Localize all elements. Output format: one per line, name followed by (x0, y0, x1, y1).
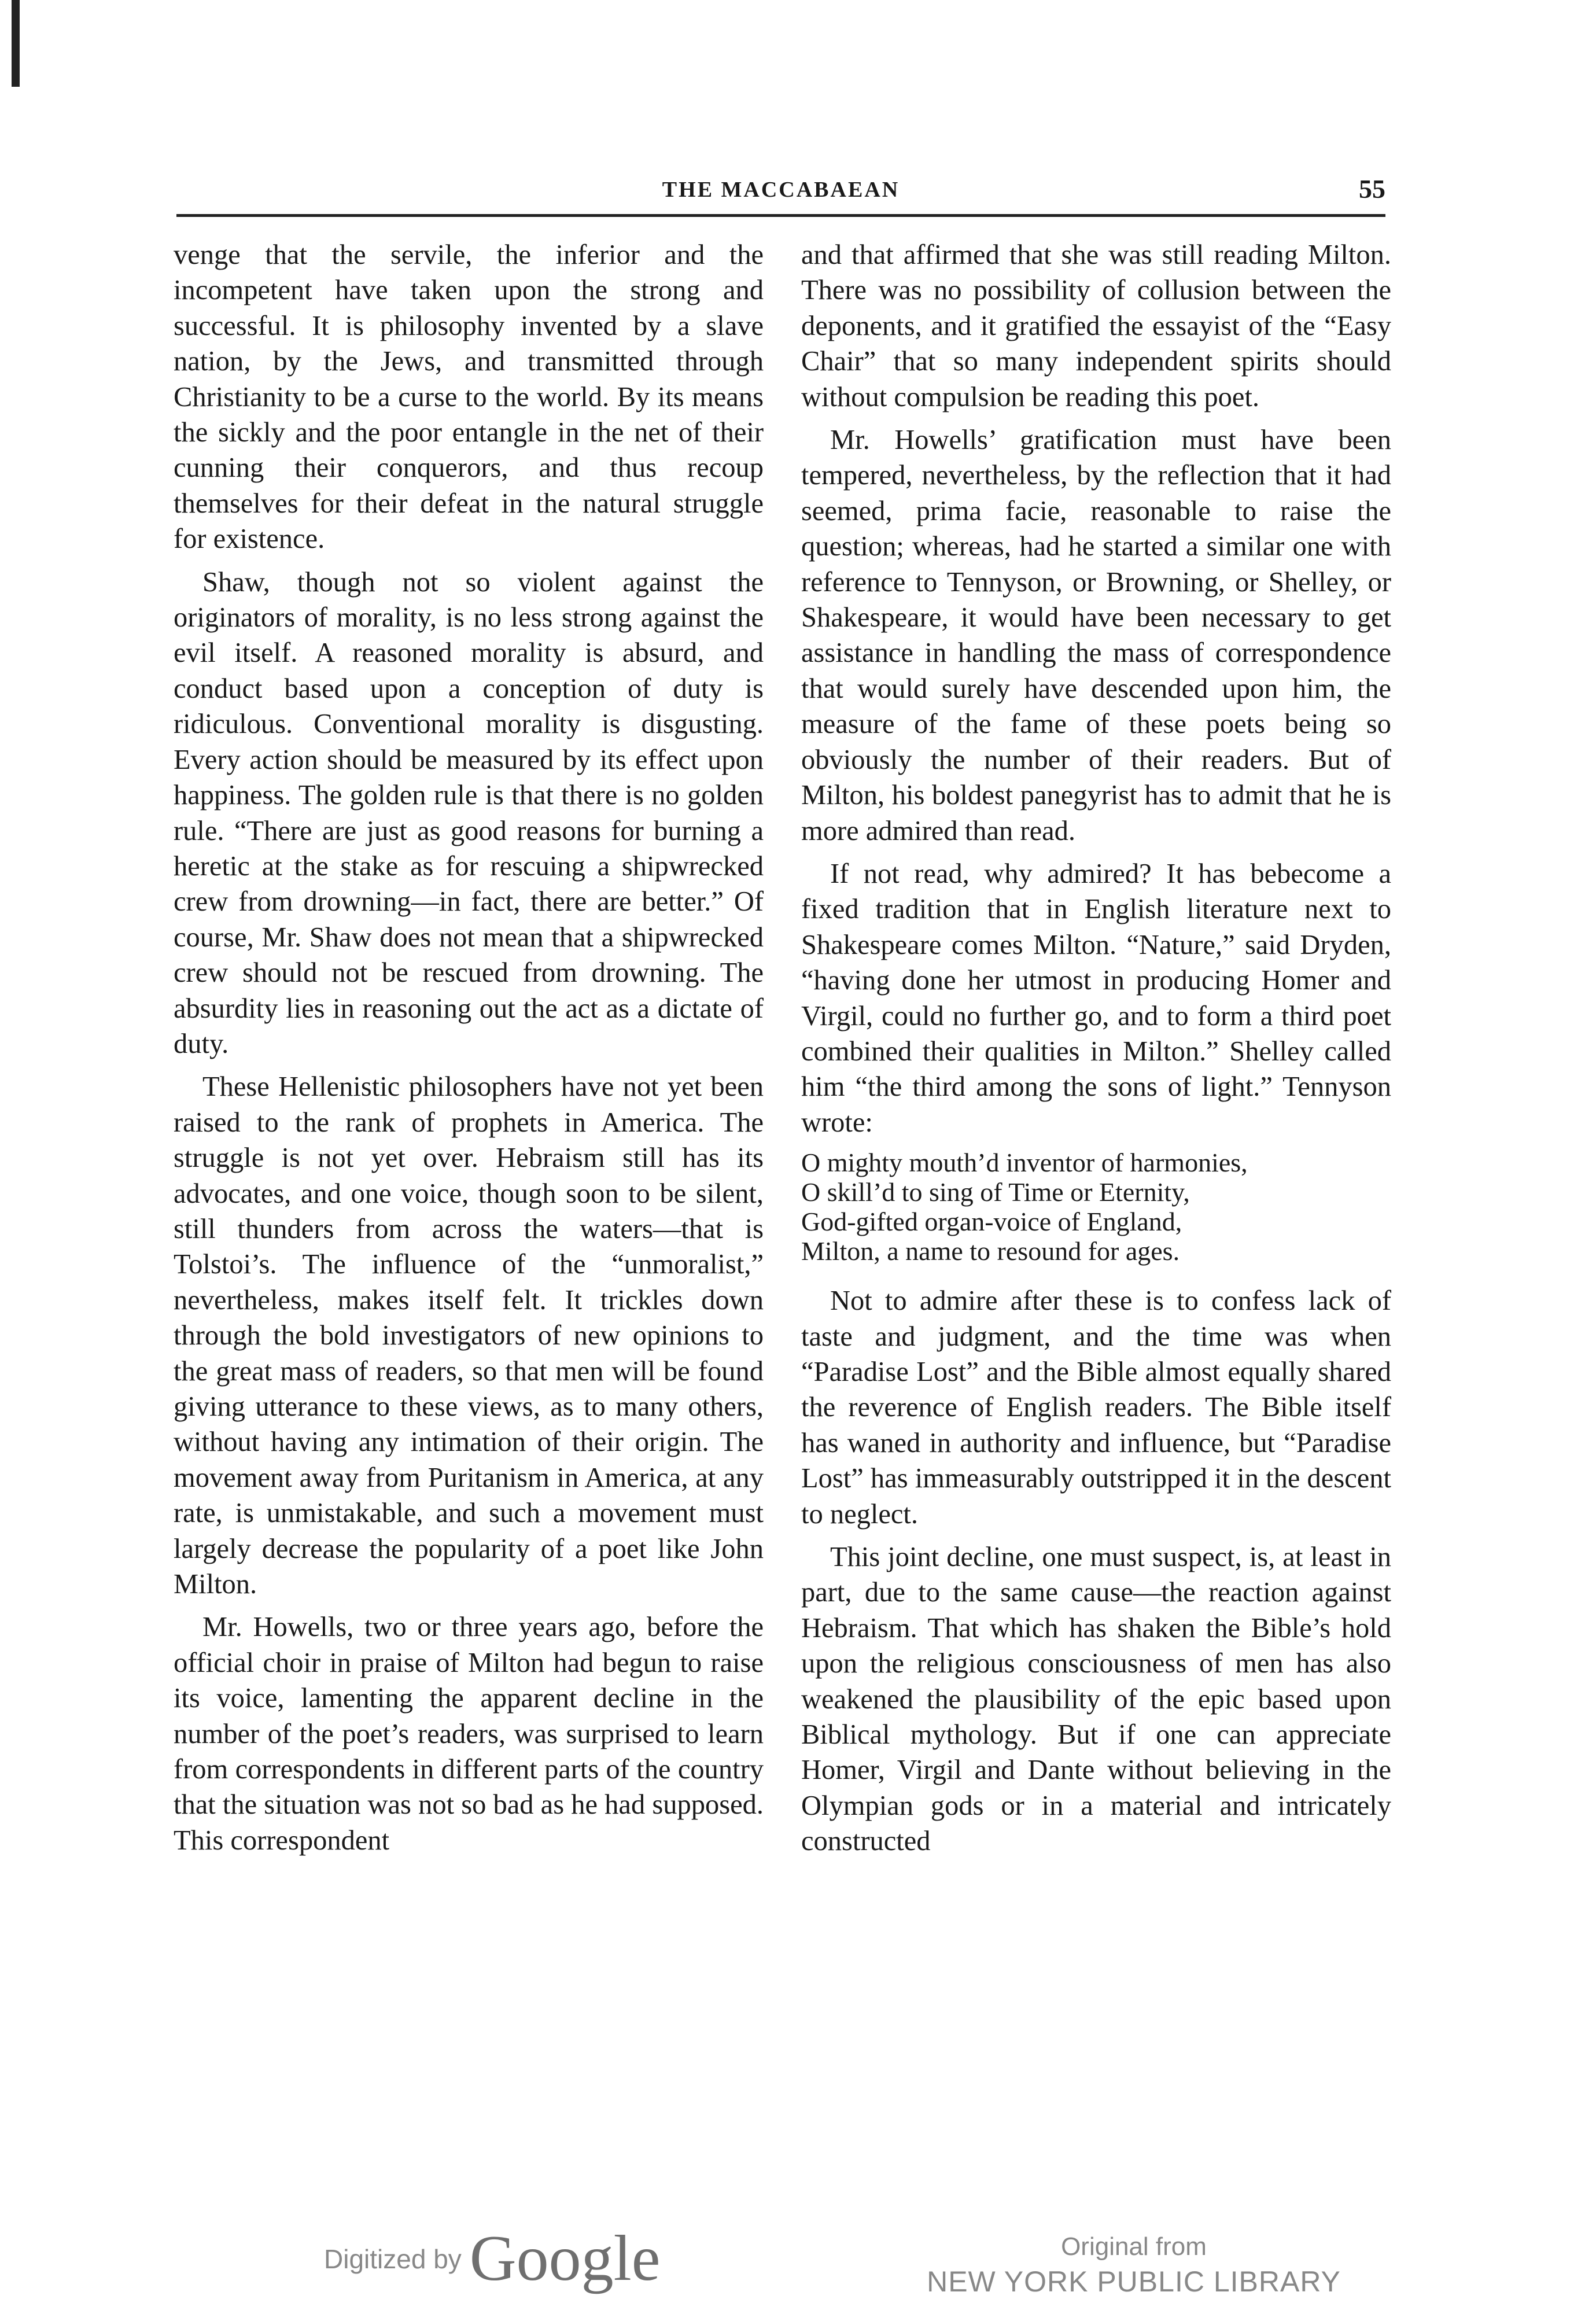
paragraph: If not read, why admired? It has bebecome a fixed tradition that in English literature next to Shakespeare comes Milton. “Nature,” said Dryden, “having done her utmost in producing Homer and Virgil, could no further go, and to form a third poet combined their qualities in Milton.” Shelley called him “the third among the sons of light.” Tennyson wrote: (801, 858, 1391, 1138)
paragraph: Mr. Howells, two or three years ago, before the official choir in praise of Milton had begun to raise its voice, lamenting the apparent decline in the number of the poet’s readers, was surprised to learn from correspondents in different parts of the country that the situation was not so bad as he had supposed. This correspondent (174, 1612, 764, 1856)
paragraph: Mr. Howells’ gratification must have been tempered, nevertheless, by the reflection that it had seemed, prima facie, reasonable to raise the question; whereas, had he started a similar one with reference to Tennyson, or Browning, or Shelley, or Shakespeare, it would have been necessary to get assistance in handling the mass of correspondence that would surely have descended upon him, the measure of the fame of these poets being so obviously the number of their readers. But of Milton, his boldest panegyrist has to admit that he is more admired than read. (801, 425, 1391, 846)
scan-edge-mark (12, 0, 20, 87)
library-name: NEW YORK PUBLIC LIBRARY (927, 2265, 1341, 2298)
page-number: 55 (1359, 174, 1385, 204)
verse-line: O skill’d to sing of Time or Eternity, (801, 1177, 1190, 1207)
google-logo: Google (469, 2223, 661, 2294)
digitized-by-watermark (324, 2221, 661, 2294)
verse-line: God-gifted organ-voice of England, (801, 1207, 1182, 1237)
right-column (801, 237, 1391, 1867)
paragraph: Not to admire after these is to confess lack of taste and judgment, and the time was when “Paradise Lost” and the Bible almost equally shared the reverence of English readers. The Bible itself has waned in authority and influence, but “Paradise Lost” has immeasurably outstripped it in the descent to neglect. (801, 1285, 1391, 1530)
paragraph: These Hellenistic philosophers have not yet been raised to the rank of prophets in America. The struggle is not yet over. Hebraism still has its advocates, and one voice, though soon to be silent, still thunders from across the waters—that is Tolstoi’s. The influence of the “unmoralist,” nevertheless, makes itself felt. It trickles down through the bold investigators of new opinions to the great mass of readers, so that men will be found giving utterance to these views, as to many others, without having any intimation of their origin. The movement away from Puritanism in America, at any rate, is unmistakable, and such a movement must largely decrease the popularity of a poet like John Milton. (174, 1071, 764, 1600)
verse-quotation (801, 1148, 1391, 1266)
paragraph: and that affirmed that she was still reading Milton. There was no possibility of collusion between the deponents, and it gratified the essayist of the “Easy Chair” that so many independent spirits should without compulsion be reading this poet. (801, 239, 1391, 412)
verse-line: Milton, a name to resound for ages. (801, 1236, 1180, 1266)
left-column (174, 237, 764, 1866)
paragraph: venge that the servile, the inferior and the incompetent have taken upon the strong and successful. It is philosophy invented by a slave nation, by the Jews, and transmitted through Christianity to be a curse to the world. By its means the sickly and the poor entangle in the net of their cunning their conquerors, and thus recoup themselves for their defeat in the natural struggle for existence. (174, 239, 764, 555)
digitized-by-label: Digitized by (324, 2244, 462, 2274)
original-from-label: Original from (1061, 2232, 1207, 2261)
paragraph: Shaw, though not so violent against the originators of morality, is no less strong against the evil itself. A reasoned morality is absurd, and conduct based upon a conception of duty is ridiculous. Conventional morality is disgusting. Every action should be measured by its effect upon happiness. The golden rule is that there is no golden rule. “There are just as good reasons for burning a heretic at the stake as for rescuing a shipwrecked crew from drowning—in fact, there are better.” Of course, Mr. Shaw does not mean that a shipwrecked crew should not be rescued from drowning. The absurdity lies in reasoning out the act as a dictate of duty. (174, 566, 764, 1059)
paragraph: This joint decline, one must suspect, is, at least in part, due to the same cause—the reaction against Hebraism. That which has shaken the Bible’s hold upon the religious consciousness of men has also weakened the plausibility of the epic based upon Biblical mythology. But if one can appreciate Homer, Virgil and Dante without believing in the Olympian gods or in a material and intricately constructed (801, 1542, 1391, 1857)
verse-line: O mighty mouth’d inventor of harmonies, (801, 1148, 1248, 1178)
running-title: THE MACCABAEAN (662, 178, 900, 202)
source-library-watermark (879, 2230, 1388, 2300)
page-header (176, 174, 1385, 217)
